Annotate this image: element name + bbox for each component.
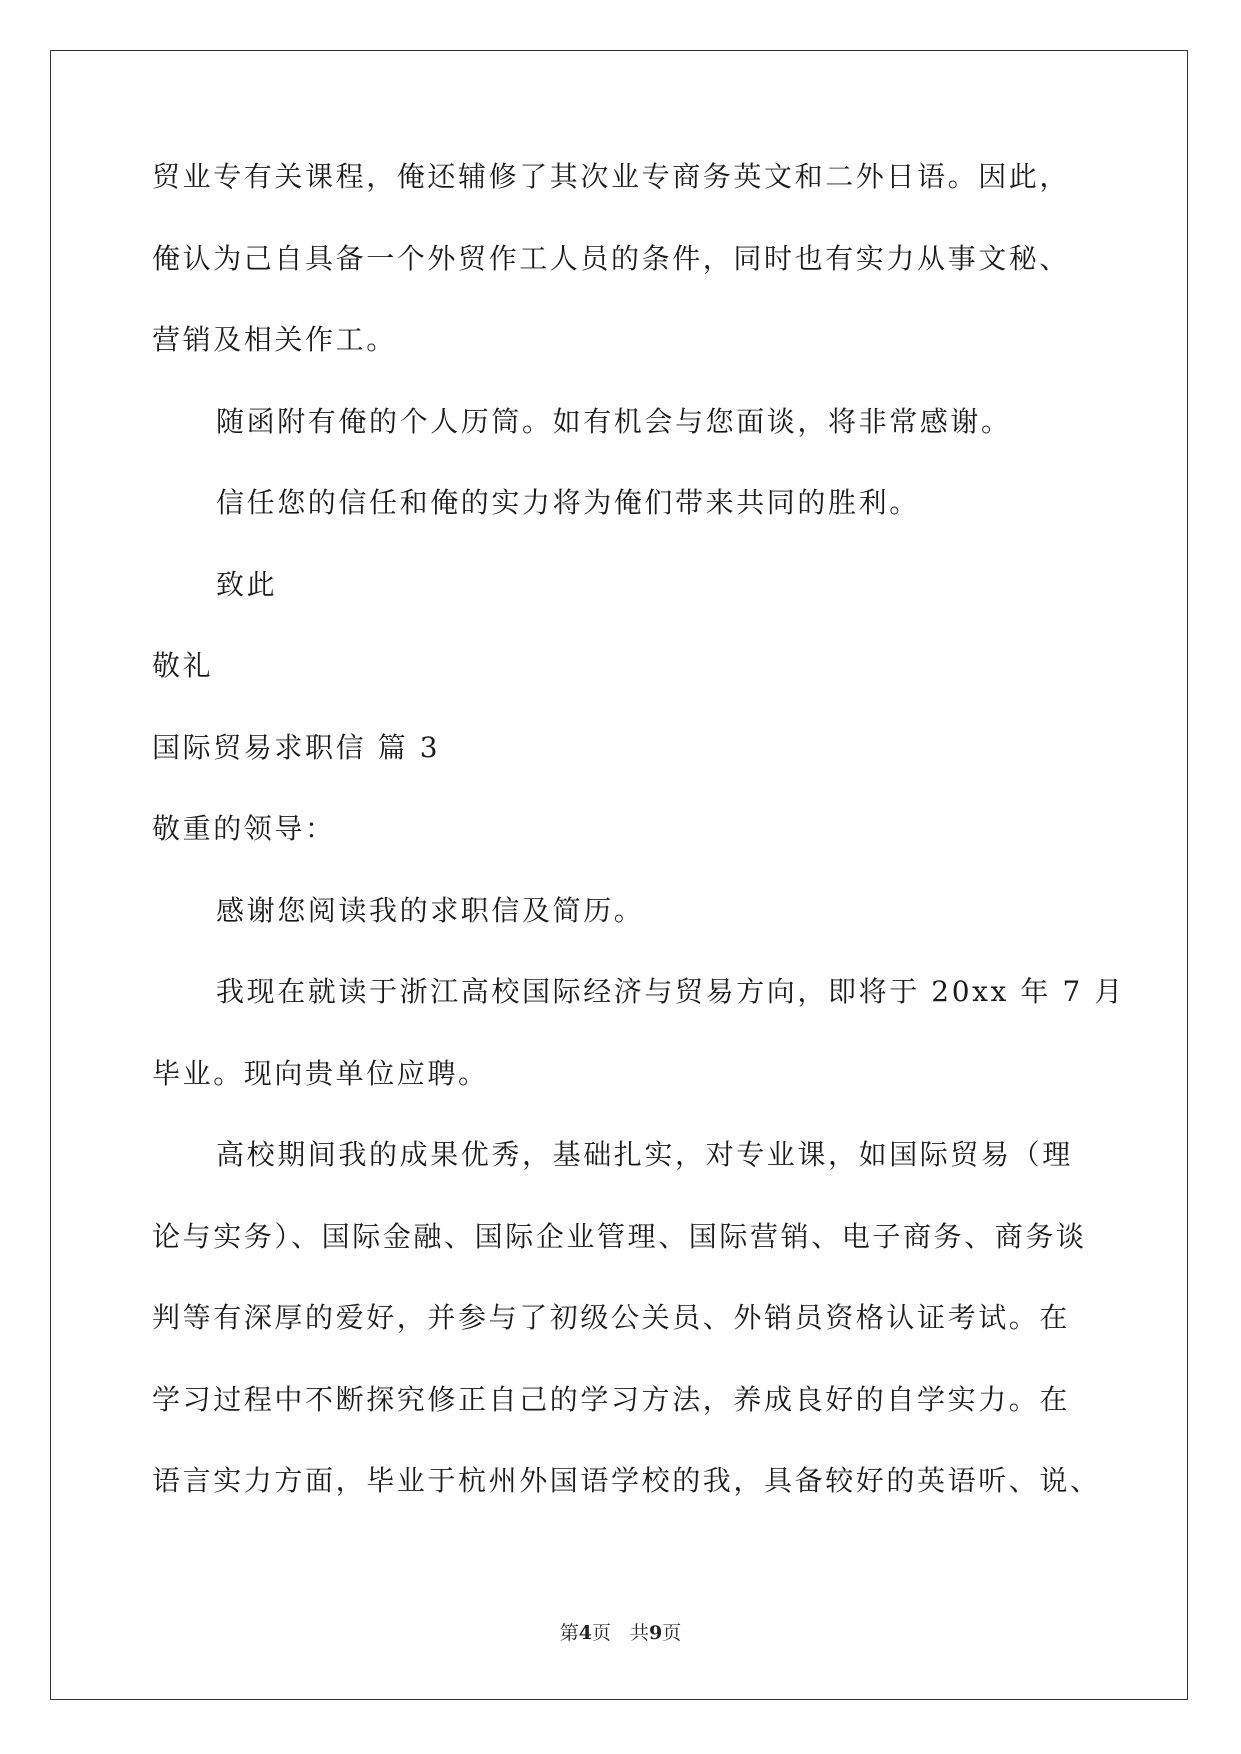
text-line-12: 毕业。现向贵单位应聘。 — [152, 1056, 489, 1090]
text-line-14: 论与实务）、国际金融、国际企业管理、国际营销、电子商务、商务谈 — [152, 1219, 1087, 1253]
text-line-1: 贸业专有关课程，俺还辅修了其次业专商务英文和二外日语。因此， — [152, 160, 1071, 193]
footer-prefix: 第 — [559, 1622, 579, 1644]
text-line-16: 学习过程中不断探究修正自己的学习方法，养成良好的自学实力。在 — [152, 1382, 1071, 1416]
total-pages-number: 9 — [649, 1622, 663, 1644]
footer-middle: 页 共 — [591, 1622, 649, 1644]
text-line-11: 我现在就读于浙江高校国际经济与贸易方向，即将于 20xx 年 7 月 — [216, 975, 1126, 1008]
section-heading: 国际贸易求职信 篇 3 — [152, 730, 441, 764]
text-line-17: 语言实力方面，毕业于杭州外国语学校的我，具备较好的英语听、说、 — [152, 1464, 1101, 1497]
footer-suffix: 页 — [662, 1622, 682, 1644]
closing-zhici: 致此 — [216, 567, 278, 601]
closing-jingli: 敬礼 — [152, 649, 214, 682]
text-line-13: 高校期间我的成果优秀，基础扎实，对专业课，如国际贸易（理 — [216, 1138, 1073, 1171]
text-line-15: 判等有深厚的爱好，并参与了初级公关员、外销员资格认证考试。在 — [152, 1301, 1071, 1334]
text-line-3: 营销及相关作工。 — [152, 323, 397, 356]
current-page-number: 4 — [578, 1622, 592, 1644]
text-line-10: 感谢您阅读我的求职信及简历。 — [216, 893, 645, 927]
document-body — [152, 160, 1126, 1548]
text-line-4: 随函附有俺的个人历筒。如有机会与您面谈，将非常感谢。 — [216, 404, 1012, 438]
salutation: 敬重的领导： — [152, 812, 336, 845]
text-line-2: 俺认为己自具备一个外贸作工人员的条件，同时也有实力从事文秘、 — [152, 241, 1071, 275]
text-line-5: 信任您的信任和俺的实力将为俺们带来共同的胜利。 — [216, 486, 920, 519]
page-footer — [0, 1622, 1241, 1644]
